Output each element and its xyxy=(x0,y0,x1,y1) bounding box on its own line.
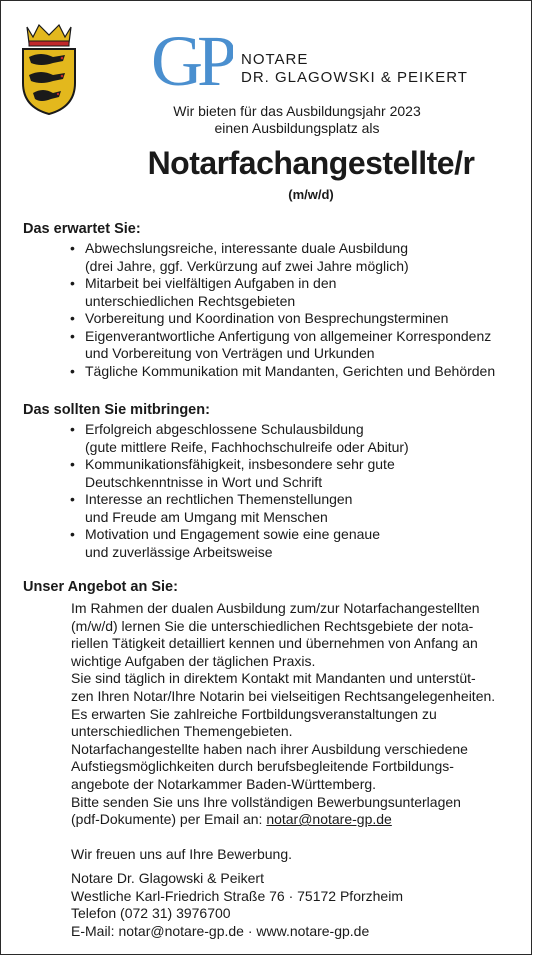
contact-phone: Telefon (072 31) 3976700 xyxy=(71,905,231,921)
gp-logo-icon xyxy=(151,25,233,91)
intro-text: Wir bieten für das Ausbildungsjahr 2023 einen Ausbildungsplatz als xyxy=(173,103,421,136)
section-heading-requirements: Das sollten Sie mitbringen: xyxy=(23,402,210,418)
list-item: • Interesse an rechtlichen Themenstellungen und Freude am Umgang mit Menschen xyxy=(69,491,409,526)
application-instructions: Bitte senden Sie uns Ihre vollständigen Bewerbungsunterlagen (pdf-Dokumente) per Email an: xyxy=(71,793,461,828)
job-title: Notarfachangestellte/r xyxy=(147,145,475,181)
contact-email-web: E-Mail: notar@notare-gp.de · www.notare-gp.de xyxy=(71,922,370,939)
firm-logo xyxy=(151,25,511,95)
application-email-link[interactable]: notar@notare-gp.de xyxy=(266,811,392,828)
list-item: • Motivation und Engagement sowie eine genaue und zuverlässige Arbeitsweise xyxy=(69,526,409,561)
closing-line: Wir freuen uns auf Ihre Bewerbung. xyxy=(71,845,293,862)
list-item: • Mitarbeit bei vielfältigen Aufgaben in den unterschiedlichen Rechtsgebieten xyxy=(69,275,495,310)
contact-address: Westliche Karl-Friedrich Straße 76 · 75172 Pforzheim xyxy=(71,887,403,904)
expectations-list xyxy=(69,240,495,380)
svg-text:GP: GP xyxy=(151,25,232,91)
state-crest-icon xyxy=(19,21,79,116)
offer-paragraph xyxy=(71,794,521,829)
gender-note: (m/w/d) xyxy=(288,187,334,202)
list-item: • Vorbereitung und Koordination von Besprechungsterminen xyxy=(69,310,495,328)
offer-paragraph: Notarfachangestellte haben nach ihrer Ausbildung verschiedene Aufstiegsmöglichkeiten durch berufsbegleitende Fortbildungs- angebote der Notarkammer Baden-Württemberg. xyxy=(71,740,468,792)
offer-text xyxy=(71,600,521,863)
firm-name-line1: NOTARE xyxy=(241,51,309,68)
list-item: • Abwechslungsreiche, interessante duale Ausbildung (drei Jahre, ggf. Verkürzung auf zwei Jahre möglich) xyxy=(69,240,495,275)
offer-paragraph: Im Rahmen der dualen Ausbildung zum/zur Notarfachangestellten (m/w/d) lernen Sie die unterschiedlichen Rechtsgebiete der nota- riellen Tätigkeit detailliert kennen und übernehmen von Anfang an wichtige Aufgaben der täglichen Praxis. xyxy=(71,600,480,669)
contact-block xyxy=(71,870,521,940)
requirements-list xyxy=(69,421,409,561)
contact-name: Notare Dr. Glagowski & Peikert xyxy=(71,870,264,886)
offer-paragraph: Es erwarten Sie zahlreiche Fortbildungsveranstaltungen zu unterschiedlichen Themengebieten. xyxy=(71,705,437,740)
list-item: • Tägliche Kommunikation mit Mandanten, Gerichten und Behörden xyxy=(69,363,495,381)
section-heading-expectations: Das erwartet Sie: xyxy=(23,221,141,237)
firm-name-line2: DR. GLAGOWSKI & PEIKERT xyxy=(241,69,468,86)
list-item: • Kommunikationsfähigkeit, insbesondere sehr gute Deutschkenntnisse in Wort und Schrift xyxy=(69,456,409,491)
section-heading-offer: Unser Angebot an Sie: xyxy=(23,579,178,595)
offer-paragraph: Sie sind täglich in direktem Kontakt mit Mandanten und unterstüt- zen Ihren Notar/Ihre Notarin bei vielseitigen Rechtsangelegenheiten. xyxy=(71,670,496,704)
list-item: • Erfolgreich abgeschlossene Schulausbildung (gute mittlere Reife, Fachhochschulreife oder Abitur) xyxy=(69,421,409,456)
list-item: • Eigenverantwortliche Anfertigung von allgemeiner Korrespondenz und Vorbereitung von Verträgen und Urkunden xyxy=(69,328,495,363)
